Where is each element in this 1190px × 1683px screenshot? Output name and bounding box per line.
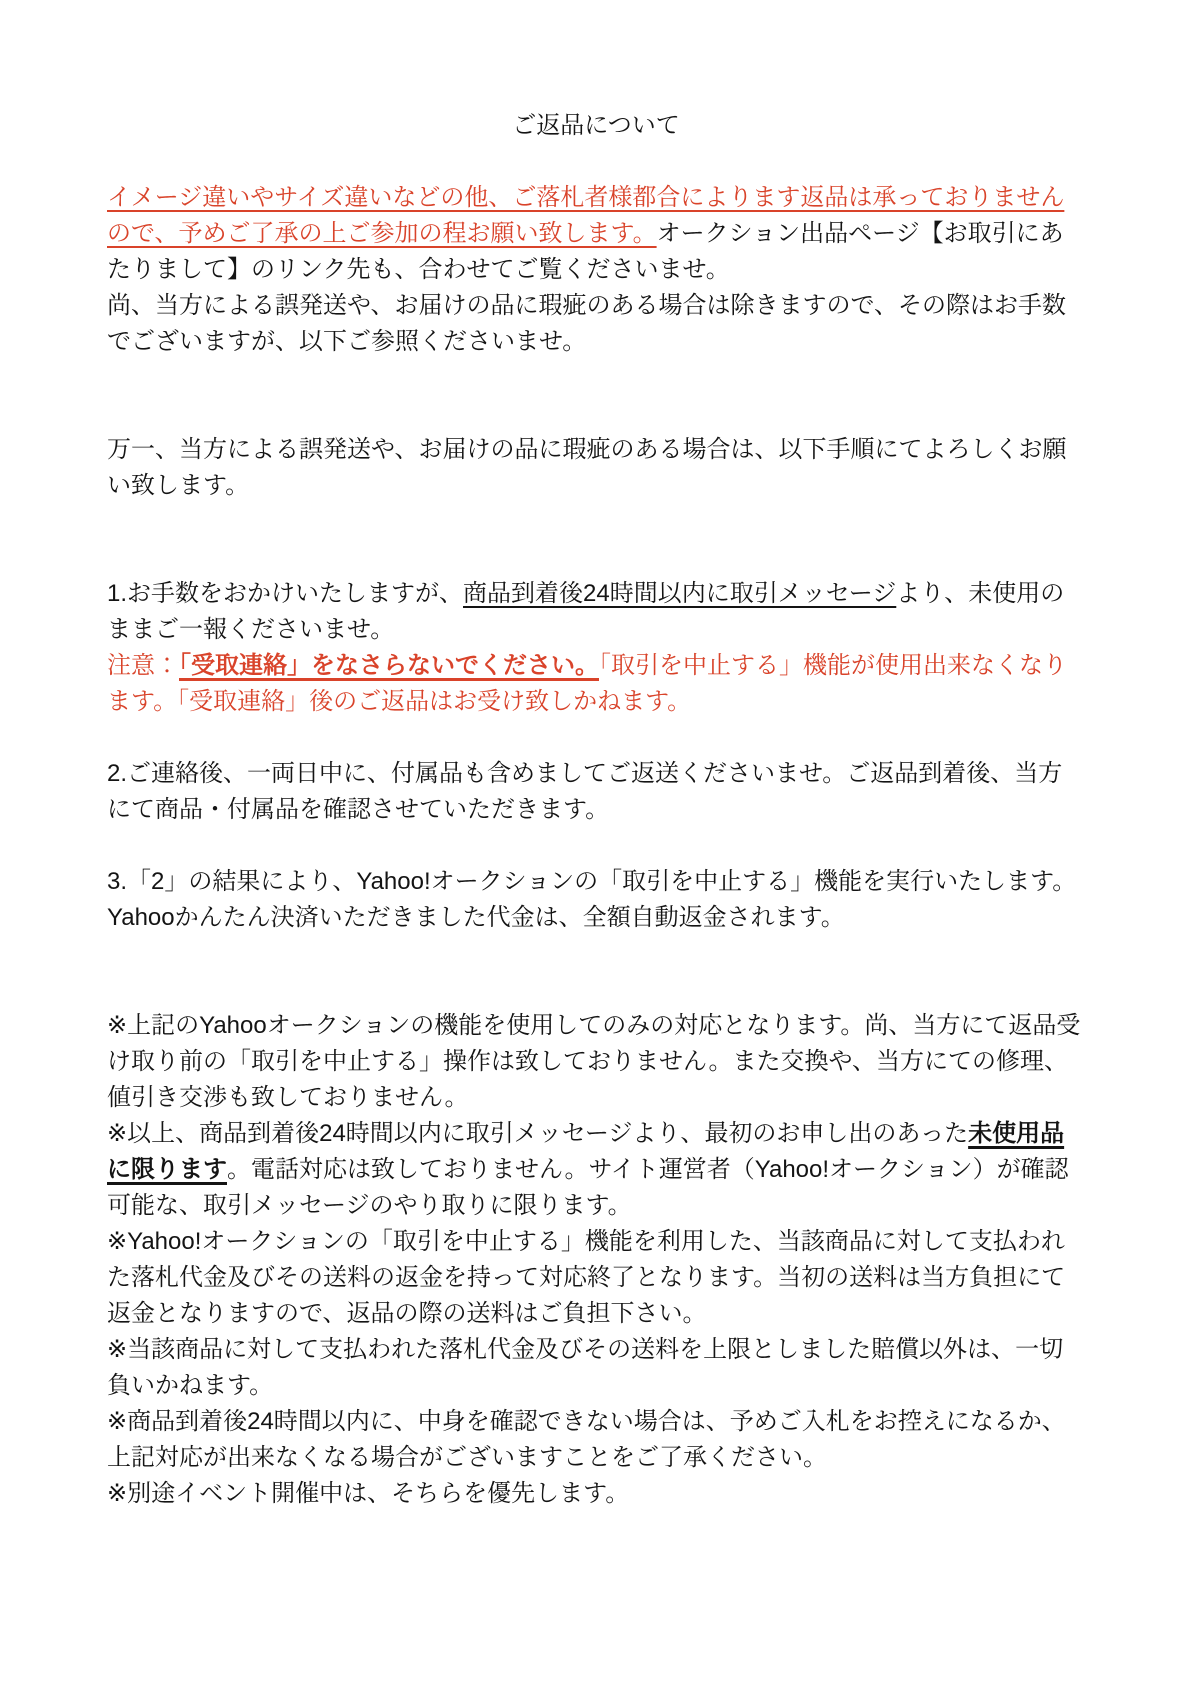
text-segment: オークション出品ページ【お取引にあたりまして】のリンク先も、合わせてご覧くださいませ。 bbox=[107, 220, 1064, 283]
step-2 bbox=[107, 756, 1085, 828]
text-segment: 商品到着後24時間以内に取引メッセージ bbox=[463, 580, 897, 607]
text-segment: 。電話対応は致しておりません。サイト運営者（Yahoo!オークション）が確認可能な、取引メッセージのやり取りに限ります。 bbox=[107, 1156, 1069, 1219]
page-title: ご返品について bbox=[512, 112, 680, 139]
text-segment: ※当該商品に対して支払われた落札代金及びその送料を上限としました賠償以外は、一切負いかねます。 bbox=[107, 1336, 1064, 1399]
text-segment: 2.ご連絡後、一両日中に、付属品も含めましてご返送くださいませ。ご返品到着後、当方にて商品・付属品を確認させていただきます。 bbox=[107, 760, 1063, 823]
text-segment: 尚、当方による誤発送や、お届けの品に瑕疵のある場合は除きますので、その際はお手数でございますが、以下ご参照くださいませ。 bbox=[107, 292, 1067, 355]
document-body bbox=[107, 180, 1085, 1512]
text-segment: 未使用品に限ります bbox=[107, 1120, 1065, 1183]
procedure-intro bbox=[107, 432, 1085, 504]
text-segment: 注意： bbox=[107, 652, 179, 679]
notes bbox=[107, 1008, 1085, 1512]
return-policy-intro bbox=[107, 180, 1085, 360]
step-1 bbox=[107, 576, 1085, 720]
text-segment: ※上記のYahooオークションの機能を使用してのみの対応となります。尚、当方にて返品受け取り前の「取引を中止する」操作は致しておりません。また交換や、当方にての修理、値引き交渉も致しておりません。 bbox=[107, 1012, 1081, 1111]
text-segment: ※以上、商品到着後24時間以内に取引メッセージより、最初のお申し出のあった bbox=[107, 1120, 969, 1147]
text-segment: 3.「2」の結果により、Yahoo!オークションの「取引を中止する」機能を実行いたします。Yahooかんたん決済いただきました代金は、全額自動返金されます。 bbox=[107, 868, 1077, 931]
text-segment: 1.お手数をおかけいたしますが、 bbox=[107, 580, 464, 607]
step-3 bbox=[107, 864, 1085, 936]
text-segment: 万一、当方による誤発送や、お届けの品に瑕疵のある場合は、以下手順にてよろしくお願い致します。 bbox=[107, 436, 1067, 499]
text-segment: より、未使用のままご一報くださいませ。 bbox=[107, 580, 1065, 643]
text-segment: イメージ違いやサイズ違いなどの他、ご落札者様都合によります返品は承っておりませんので、予めご了承の上ご参加の程お願い致します。 bbox=[107, 184, 1065, 247]
text-segment: ※Yahoo!オークションの「取引を中止する」機能を利用した、当該商品に対して支払われた落札代金及びその送料の返金を持って対応終了となります。当初の送料は当方負担にて返金となりますので、返品の際の送料はご負担下さい。 bbox=[107, 1228, 1066, 1327]
text-segment: 「取引を中止する」機能が使用出来なくなります。「受取連絡」後のご返品はお受け致しかねます。 bbox=[107, 652, 1067, 715]
text-segment: ※別途イベント開催中は、そちらを優先します。 bbox=[107, 1480, 630, 1507]
text-segment: 「受取連絡」をなさらないでください。 bbox=[179, 652, 599, 679]
text-segment: ※商品到着後24時間以内に、中身を確認できない場合は、予めご入札をお控えになるか、上記対応が出来なくなる場合がございますことをご了承ください。 bbox=[107, 1408, 1066, 1471]
